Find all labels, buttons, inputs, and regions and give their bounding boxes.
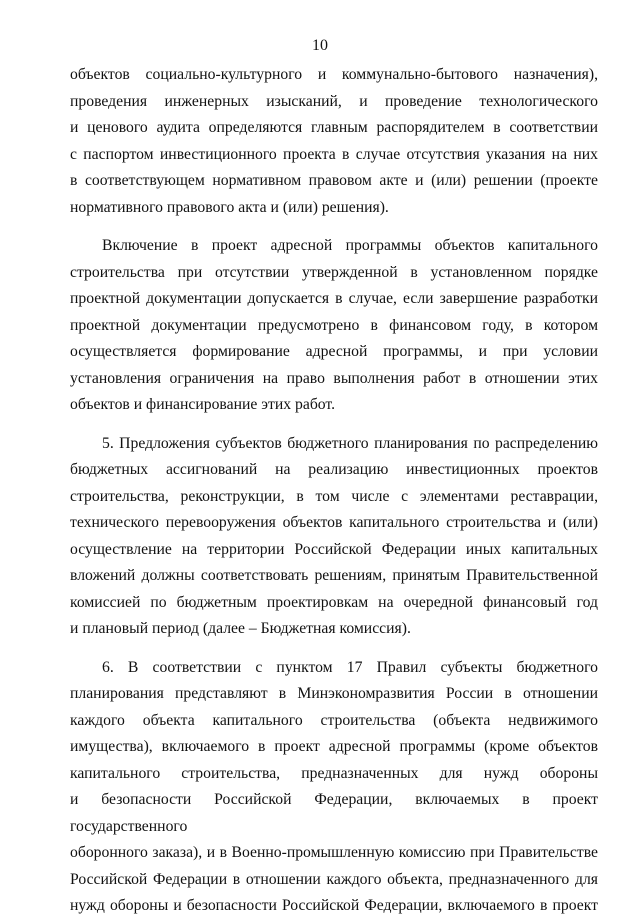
text-line: бюджетных ассигнований на реализацию инвестиционных проектов <box>70 461 598 478</box>
text-line: Российской Федерации в отношении каждого объекта, предназначенного для <box>70 870 598 888</box>
text-line: проектной документации допускается в случае, если завершение разработки <box>70 290 598 307</box>
paragraph <box>70 62 598 221</box>
text-line: и плановый период (далее – Бюджетная комиссия). <box>70 620 411 637</box>
text-line: Включение в проект адресной программы объектов капитального <box>102 237 598 254</box>
text-line: имущества), включаемого в проект адресной программы (кроме объектов <box>70 738 598 755</box>
text-line: проектной документации предусмотрено в финансовом году, в котором <box>70 316 598 334</box>
paragraph <box>70 233 598 419</box>
paragraph <box>70 431 598 643</box>
text-line: 6. В соответствии с пунктом 17 Правил субъекты бюджетного <box>102 658 598 676</box>
text-line: каждого объекта капитального строительства (объекта недвижимого <box>70 711 598 729</box>
text-line: и безопасности Российской Федерации, включаемых в проект государственного <box>70 791 598 835</box>
text-line: комиссией по бюджетным проектировкам на очередной финансовый год <box>70 593 598 611</box>
page-number: 10 <box>312 37 328 54</box>
text-line: 5. Предложения субъектов бюджетного планирования по распределению <box>102 434 598 452</box>
text-line: технического перевооружения объектов капитального строительства и (или) <box>70 514 598 531</box>
text-line: строительства, реконструкции, в том числе с элементами реставрации, <box>70 487 598 505</box>
text-line: и ценового аудита определяются главным распорядителем в соответствии <box>70 119 598 136</box>
text-line: в соответствующем нормативном правовом акте и (или) решении (проекте <box>70 172 598 189</box>
text-line: объектов и финансирование этих работ. <box>70 396 336 413</box>
text-line: капитального строительства, предназначенных для нужд обороны <box>70 764 598 782</box>
text-line: с паспортом инвестиционного проекта в случае отсутствия указания на них <box>70 145 598 163</box>
text-line: нужд обороны и безопасности Российской Федерации, включаемого в проект <box>70 897 598 914</box>
text-line: планирования представляют в Минэкономразвития России в отношении <box>70 685 598 702</box>
text-line: строительства при отсутствии утвержденной в установленном порядке <box>70 263 598 281</box>
text-line: проведения инженерных изысканий, и проведение технологического <box>70 92 598 110</box>
text-line: оборонного заказа), и в Военно-промышленную комиссию при Правительстве <box>70 844 598 861</box>
document-body <box>70 62 598 920</box>
text-line: объектов социально-культурного и коммунально-бытового назначения), <box>70 66 598 83</box>
text-line: нормативного правового акта и (или) решения). <box>70 198 389 216</box>
text-line: установления ограничения на право выполнения работ в отношении этих <box>70 369 598 387</box>
text-line: осуществляется формирование адресной программы, и при условии <box>70 343 598 360</box>
paragraph <box>70 655 598 920</box>
text-line: осуществление на территории Российской Федерации иных капитальных <box>70 540 598 558</box>
text-line: вложений должны соответствовать решениям, принятым Правительственной <box>70 567 598 584</box>
